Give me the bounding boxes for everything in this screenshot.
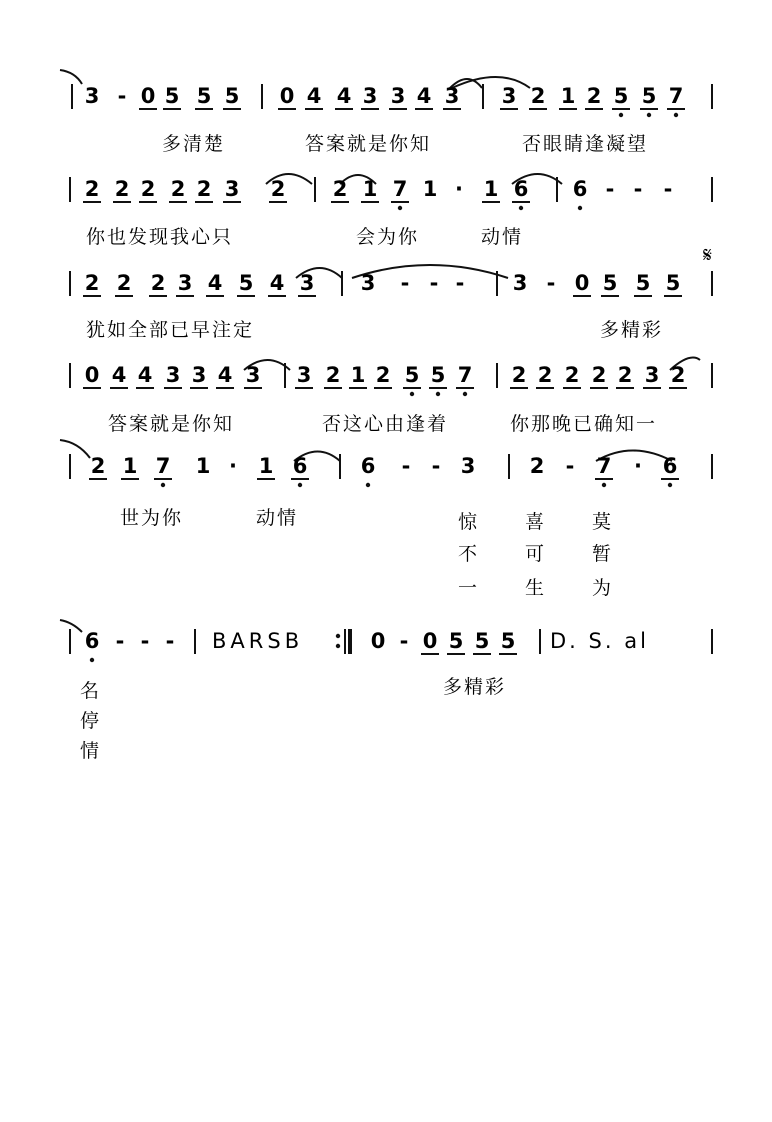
lyric-1-0: 你也发现我心只 xyxy=(86,226,234,248)
note-0-9: 3 xyxy=(362,84,378,108)
note-4-9: - xyxy=(431,454,441,478)
note-1-1: 2 xyxy=(114,177,130,201)
lyric-extra-8: 为 xyxy=(592,577,614,599)
note-1-16: - xyxy=(633,177,643,201)
lyric-2-1: 多精彩 xyxy=(600,319,664,341)
note-3-3: 3 xyxy=(165,363,181,387)
lyric-extra-10: 停 xyxy=(80,710,102,732)
note-0-10: 3 xyxy=(390,84,406,108)
note-1-9: 7 xyxy=(392,177,408,201)
low-octave-dot xyxy=(366,483,370,487)
lyric-0-1: 答案就是你知 xyxy=(305,133,432,155)
note-3-8: 2 xyxy=(325,363,341,387)
lyric-2-0: 犹如全部已早注定 xyxy=(86,319,255,341)
slur-curve xyxy=(60,70,82,84)
note-0-14: 2 xyxy=(530,84,546,108)
note-3-6: 3 xyxy=(245,363,261,387)
low-octave-dot xyxy=(619,113,623,117)
note-0-11: 4 xyxy=(416,84,432,108)
note-3-1: 4 xyxy=(111,363,127,387)
note-0-4: 5 xyxy=(196,84,212,108)
note-4-7: 6 xyxy=(360,454,376,478)
segno-sign: 𝄋 xyxy=(703,243,713,267)
lyric-3-2: 你那晚已确知一 xyxy=(510,413,658,435)
note-2-9: - xyxy=(400,271,410,295)
lyric-extra-7: 生 xyxy=(525,577,547,599)
note-3-13: 7 xyxy=(457,363,473,387)
note-0-17: 5 xyxy=(613,84,629,108)
note-0-13: 3 xyxy=(501,84,517,108)
note-0-6: 0 xyxy=(279,84,295,108)
note-0-1: - xyxy=(117,84,127,108)
lyric-extra-9: 名 xyxy=(80,680,102,702)
note-0-19: 7 xyxy=(668,84,684,108)
note-4-0: 2 xyxy=(90,454,106,478)
lyric-4-1: 动情 xyxy=(256,507,299,529)
note-5-6: 0 xyxy=(422,629,438,653)
note-3-17: 2 xyxy=(591,363,607,387)
note-3-19: 3 xyxy=(644,363,660,387)
note-3-12: 5 xyxy=(430,363,446,387)
note-0-0: 3 xyxy=(84,84,100,108)
note-2-7: 3 xyxy=(299,271,315,295)
note-1-12: 1 xyxy=(483,177,499,201)
low-octave-dot xyxy=(668,483,672,487)
note-1-7: 2 xyxy=(332,177,348,201)
note-0-7: 4 xyxy=(306,84,322,108)
note-3-18: 2 xyxy=(617,363,633,387)
note-0-18: 5 xyxy=(641,84,657,108)
repeat-dot xyxy=(336,634,340,638)
note-3-14: 2 xyxy=(511,363,527,387)
lyric-5-0: 多精彩 xyxy=(443,676,507,698)
ds-al-marking: D. S. al xyxy=(550,629,649,653)
note-2-12: 3 xyxy=(512,271,528,295)
note-3-9: 1 xyxy=(350,363,366,387)
note-2-14: 0 xyxy=(574,271,590,295)
note-0-12: 3 xyxy=(444,84,460,108)
note-0-15: 1 xyxy=(560,84,576,108)
lyric-extra-5: 暂 xyxy=(592,543,614,565)
low-octave-dot xyxy=(463,392,467,396)
note-3-2: 4 xyxy=(137,363,153,387)
note-0-2: 0 xyxy=(140,84,156,108)
note-5-8: 5 xyxy=(474,629,490,653)
note-5-7: 5 xyxy=(448,629,464,653)
note-3-5: 4 xyxy=(217,363,233,387)
note-1-14: 6 xyxy=(572,177,588,201)
lyric-extra-6: 一 xyxy=(458,577,480,599)
low-octave-dot xyxy=(410,392,414,396)
note-4-2: 7 xyxy=(155,454,171,478)
note-1-10: 1 xyxy=(422,177,438,201)
note-5-2: - xyxy=(140,629,150,653)
lyric-3-0: 答案就是你知 xyxy=(108,413,235,435)
note-4-14: · xyxy=(634,454,642,478)
note-3-4: 3 xyxy=(191,363,207,387)
low-octave-dot xyxy=(578,206,582,210)
lyric-extra-2: 莫 xyxy=(592,511,614,533)
slurs-and-lines xyxy=(60,70,712,654)
note-5-9: 5 xyxy=(500,629,516,653)
note-1-15: - xyxy=(605,177,615,201)
note-2-10: - xyxy=(429,271,439,295)
note-1-5: 3 xyxy=(224,177,240,201)
note-4-6: 6 xyxy=(292,454,308,478)
low-octave-dot xyxy=(161,483,165,487)
note-1-2: 2 xyxy=(140,177,156,201)
note-5-4: 0 xyxy=(370,629,386,653)
note-3-15: 2 xyxy=(537,363,553,387)
lyric-extra-0: 惊 xyxy=(458,511,480,533)
note-5-1: - xyxy=(115,629,125,653)
note-3-10: 2 xyxy=(375,363,391,387)
note-1-17: - xyxy=(663,177,673,201)
note-2-3: 3 xyxy=(177,271,193,295)
note-1-3: 2 xyxy=(170,177,186,201)
note-1-8: 1 xyxy=(362,177,378,201)
note-0-3: 5 xyxy=(164,84,180,108)
lyric-extra-1: 喜 xyxy=(525,511,547,533)
note-1-6: 2 xyxy=(270,177,286,201)
note-2-17: 5 xyxy=(665,271,681,295)
barsb-marking: BARSB xyxy=(212,629,304,653)
lyric-extra-4: 可 xyxy=(525,543,547,565)
lyric-0-0: 多清楚 xyxy=(162,133,226,155)
note-0-8: 4 xyxy=(336,84,352,108)
lyric-1-2: 动情 xyxy=(481,226,524,248)
note-2-16: 5 xyxy=(635,271,651,295)
low-octave-dot xyxy=(298,483,302,487)
lyric-4-0: 世为你 xyxy=(120,507,184,529)
note-3-0: 0 xyxy=(84,363,100,387)
note-1-13: 6 xyxy=(513,177,529,201)
note-2-0: 2 xyxy=(84,271,100,295)
note-2-4: 4 xyxy=(207,271,223,295)
note-4-4: · xyxy=(229,454,237,478)
repeat-dot xyxy=(336,644,340,648)
lyric-extra-11: 情 xyxy=(80,740,102,762)
note-3-20: 2 xyxy=(670,363,686,387)
lyric-0-2: 否眼睛逢凝望 xyxy=(522,133,649,155)
note-4-5: 1 xyxy=(258,454,274,478)
note-4-3: 1 xyxy=(195,454,211,478)
slur-curve xyxy=(60,440,90,458)
note-symbols xyxy=(83,84,687,662)
lyric-extra-3: 不 xyxy=(458,543,480,565)
note-2-13: - xyxy=(546,271,556,295)
note-2-11: - xyxy=(455,271,465,295)
lyric-1-1: 会为你 xyxy=(356,226,420,248)
low-octave-dot xyxy=(602,483,606,487)
note-4-1: 1 xyxy=(122,454,138,478)
note-4-8: - xyxy=(401,454,411,478)
note-2-5: 5 xyxy=(238,271,254,295)
note-5-0: 6 xyxy=(84,629,100,653)
lyric-3-1: 否这心由逢着 xyxy=(322,413,449,435)
note-4-11: 2 xyxy=(529,454,545,478)
low-octave-dot xyxy=(519,206,523,210)
low-octave-dot xyxy=(647,113,651,117)
note-3-11: 5 xyxy=(404,363,420,387)
note-2-2: 2 xyxy=(150,271,166,295)
lyrics xyxy=(80,133,663,762)
note-2-1: 2 xyxy=(116,271,132,295)
note-5-5: - xyxy=(399,629,409,653)
note-3-7: 3 xyxy=(296,363,312,387)
note-2-15: 5 xyxy=(602,271,618,295)
note-1-11: · xyxy=(455,177,463,201)
note-0-5: 5 xyxy=(224,84,240,108)
note-2-6: 4 xyxy=(269,271,285,295)
low-octave-dot xyxy=(90,658,94,662)
note-0-16: 2 xyxy=(586,84,602,108)
note-4-10: 3 xyxy=(460,454,476,478)
low-octave-dot xyxy=(398,206,402,210)
note-4-13: 7 xyxy=(596,454,612,478)
note-3-16: 2 xyxy=(564,363,580,387)
note-1-4: 2 xyxy=(196,177,212,201)
note-1-0: 2 xyxy=(84,177,100,201)
low-octave-dot xyxy=(436,392,440,396)
note-4-15: 6 xyxy=(662,454,678,478)
note-5-3: - xyxy=(165,629,175,653)
note-2-8: 3 xyxy=(360,271,376,295)
note-4-12: - xyxy=(565,454,575,478)
low-octave-dot xyxy=(674,113,678,117)
